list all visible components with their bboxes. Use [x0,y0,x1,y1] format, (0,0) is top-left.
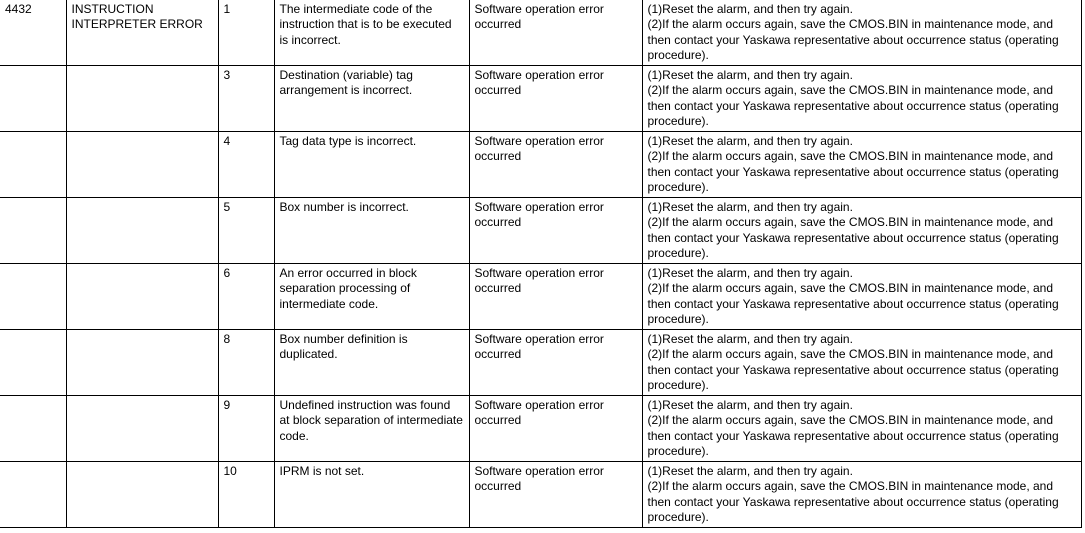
meaning: Box number is incorrect. [274,198,469,264]
alarm-name-empty [66,66,218,132]
alarm-name-empty [66,132,218,198]
alarm-code-empty [0,462,66,528]
alarm-name-empty [66,264,218,330]
table-row [0,330,1081,396]
remedy-step-2: (2)If the alarm occurs again, save the CMOS.BIN in maintenance mode, and then contact your Yaskawa representative about occurrence status (operating procedure). [647,215,1059,261]
remedy-step-1: (1)Reset the alarm, and then try again. [647,2,853,16]
cause: Software operation error occurred [469,330,642,396]
remedy [642,330,1081,396]
sub-code: 3 [218,66,274,132]
sub-code: 4 [218,132,274,198]
remedy [642,396,1081,462]
remedy [642,198,1081,264]
remedy-step-1: (1)Reset the alarm, and then try again. [647,266,853,280]
table-row [0,396,1081,462]
sub-code: 10 [218,462,274,528]
remedy-step-1: (1)Reset the alarm, and then try again. [647,332,853,346]
alarm-code: 4432 [0,0,66,66]
remedy-step-1: (1)Reset the alarm, and then try again. [647,134,853,148]
remedy-step-2: (2)If the alarm occurs again, save the CMOS.BIN in maintenance mode, and then contact your Yaskawa representative about occurrence status (operating procedure). [647,149,1059,195]
sub-code: 8 [218,330,274,396]
alarm-code-empty [0,264,66,330]
remedy-step-2: (2)If the alarm occurs again, save the CMOS.BIN in maintenance mode, and then contact your Yaskawa representative about occurrence status (operating procedure). [647,347,1059,393]
alarm-code-empty [0,330,66,396]
remedy-step-1: (1)Reset the alarm, and then try again. [647,200,853,214]
cause: Software operation error occurred [469,0,642,66]
remedy [642,264,1081,330]
remedy-step-2: (2)If the alarm occurs again, save the CMOS.BIN in maintenance mode, and then contact your Yaskawa representative about occurrence status (operating procedure). [647,479,1059,525]
cause: Software operation error occurred [469,198,642,264]
meaning: Undefined instruction was found at block separation of intermediate code. [274,396,469,462]
alarm-code-empty [0,66,66,132]
meaning: Destination (variable) tag arrangement is incorrect. [274,66,469,132]
alarm-code-empty [0,198,66,264]
remedy [642,66,1081,132]
alarm-name-empty [66,396,218,462]
meaning: The intermediate code of the instruction that is to be executed is incorrect. [274,0,469,66]
remedy-step-1: (1)Reset the alarm, and then try again. [647,68,853,82]
table-row [0,0,1081,66]
sub-code: 1 [218,0,274,66]
sub-code: 6 [218,264,274,330]
meaning: Tag data type is incorrect. [274,132,469,198]
table-row [0,66,1081,132]
sub-code: 9 [218,396,274,462]
meaning: IPRM is not set. [274,462,469,528]
alarm-name-empty [66,330,218,396]
alarm-name-empty [66,198,218,264]
table-row [0,264,1081,330]
meaning: An error occurred in block separation processing of intermediate code. [274,264,469,330]
alarm-name: INSTRUCTION INTERPRETER ERROR [66,0,218,66]
cause: Software operation error occurred [469,132,642,198]
table-row [0,198,1081,264]
remedy [642,462,1081,528]
alarm-code-empty [0,396,66,462]
remedy-step-2: (2)If the alarm occurs again, save the CMOS.BIN in maintenance mode, and then contact your Yaskawa representative about occurrence status (operating procedure). [647,17,1059,63]
remedy-step-1: (1)Reset the alarm, and then try again. [647,398,853,412]
cause: Software operation error occurred [469,462,642,528]
cause: Software operation error occurred [469,264,642,330]
remedy-step-1: (1)Reset the alarm, and then try again. [647,464,853,478]
alarm-name-empty [66,462,218,528]
table-row [0,132,1081,198]
alarm-code-empty [0,132,66,198]
remedy [642,132,1081,198]
cause: Software operation error occurred [469,66,642,132]
remedy [642,0,1081,66]
remedy-step-2: (2)If the alarm occurs again, save the CMOS.BIN in maintenance mode, and then contact your Yaskawa representative about occurrence status (operating procedure). [647,413,1059,459]
sub-code: 5 [218,198,274,264]
table-row [0,462,1081,528]
cause: Software operation error occurred [469,396,642,462]
meaning: Box number definition is duplicated. [274,330,469,396]
remedy-step-2: (2)If the alarm occurs again, save the CMOS.BIN in maintenance mode, and then contact your Yaskawa representative about occurrence status (operating procedure). [647,83,1059,129]
remedy-step-2: (2)If the alarm occurs again, save the CMOS.BIN in maintenance mode, and then contact your Yaskawa representative about occurrence status (operating procedure). [647,281,1059,327]
